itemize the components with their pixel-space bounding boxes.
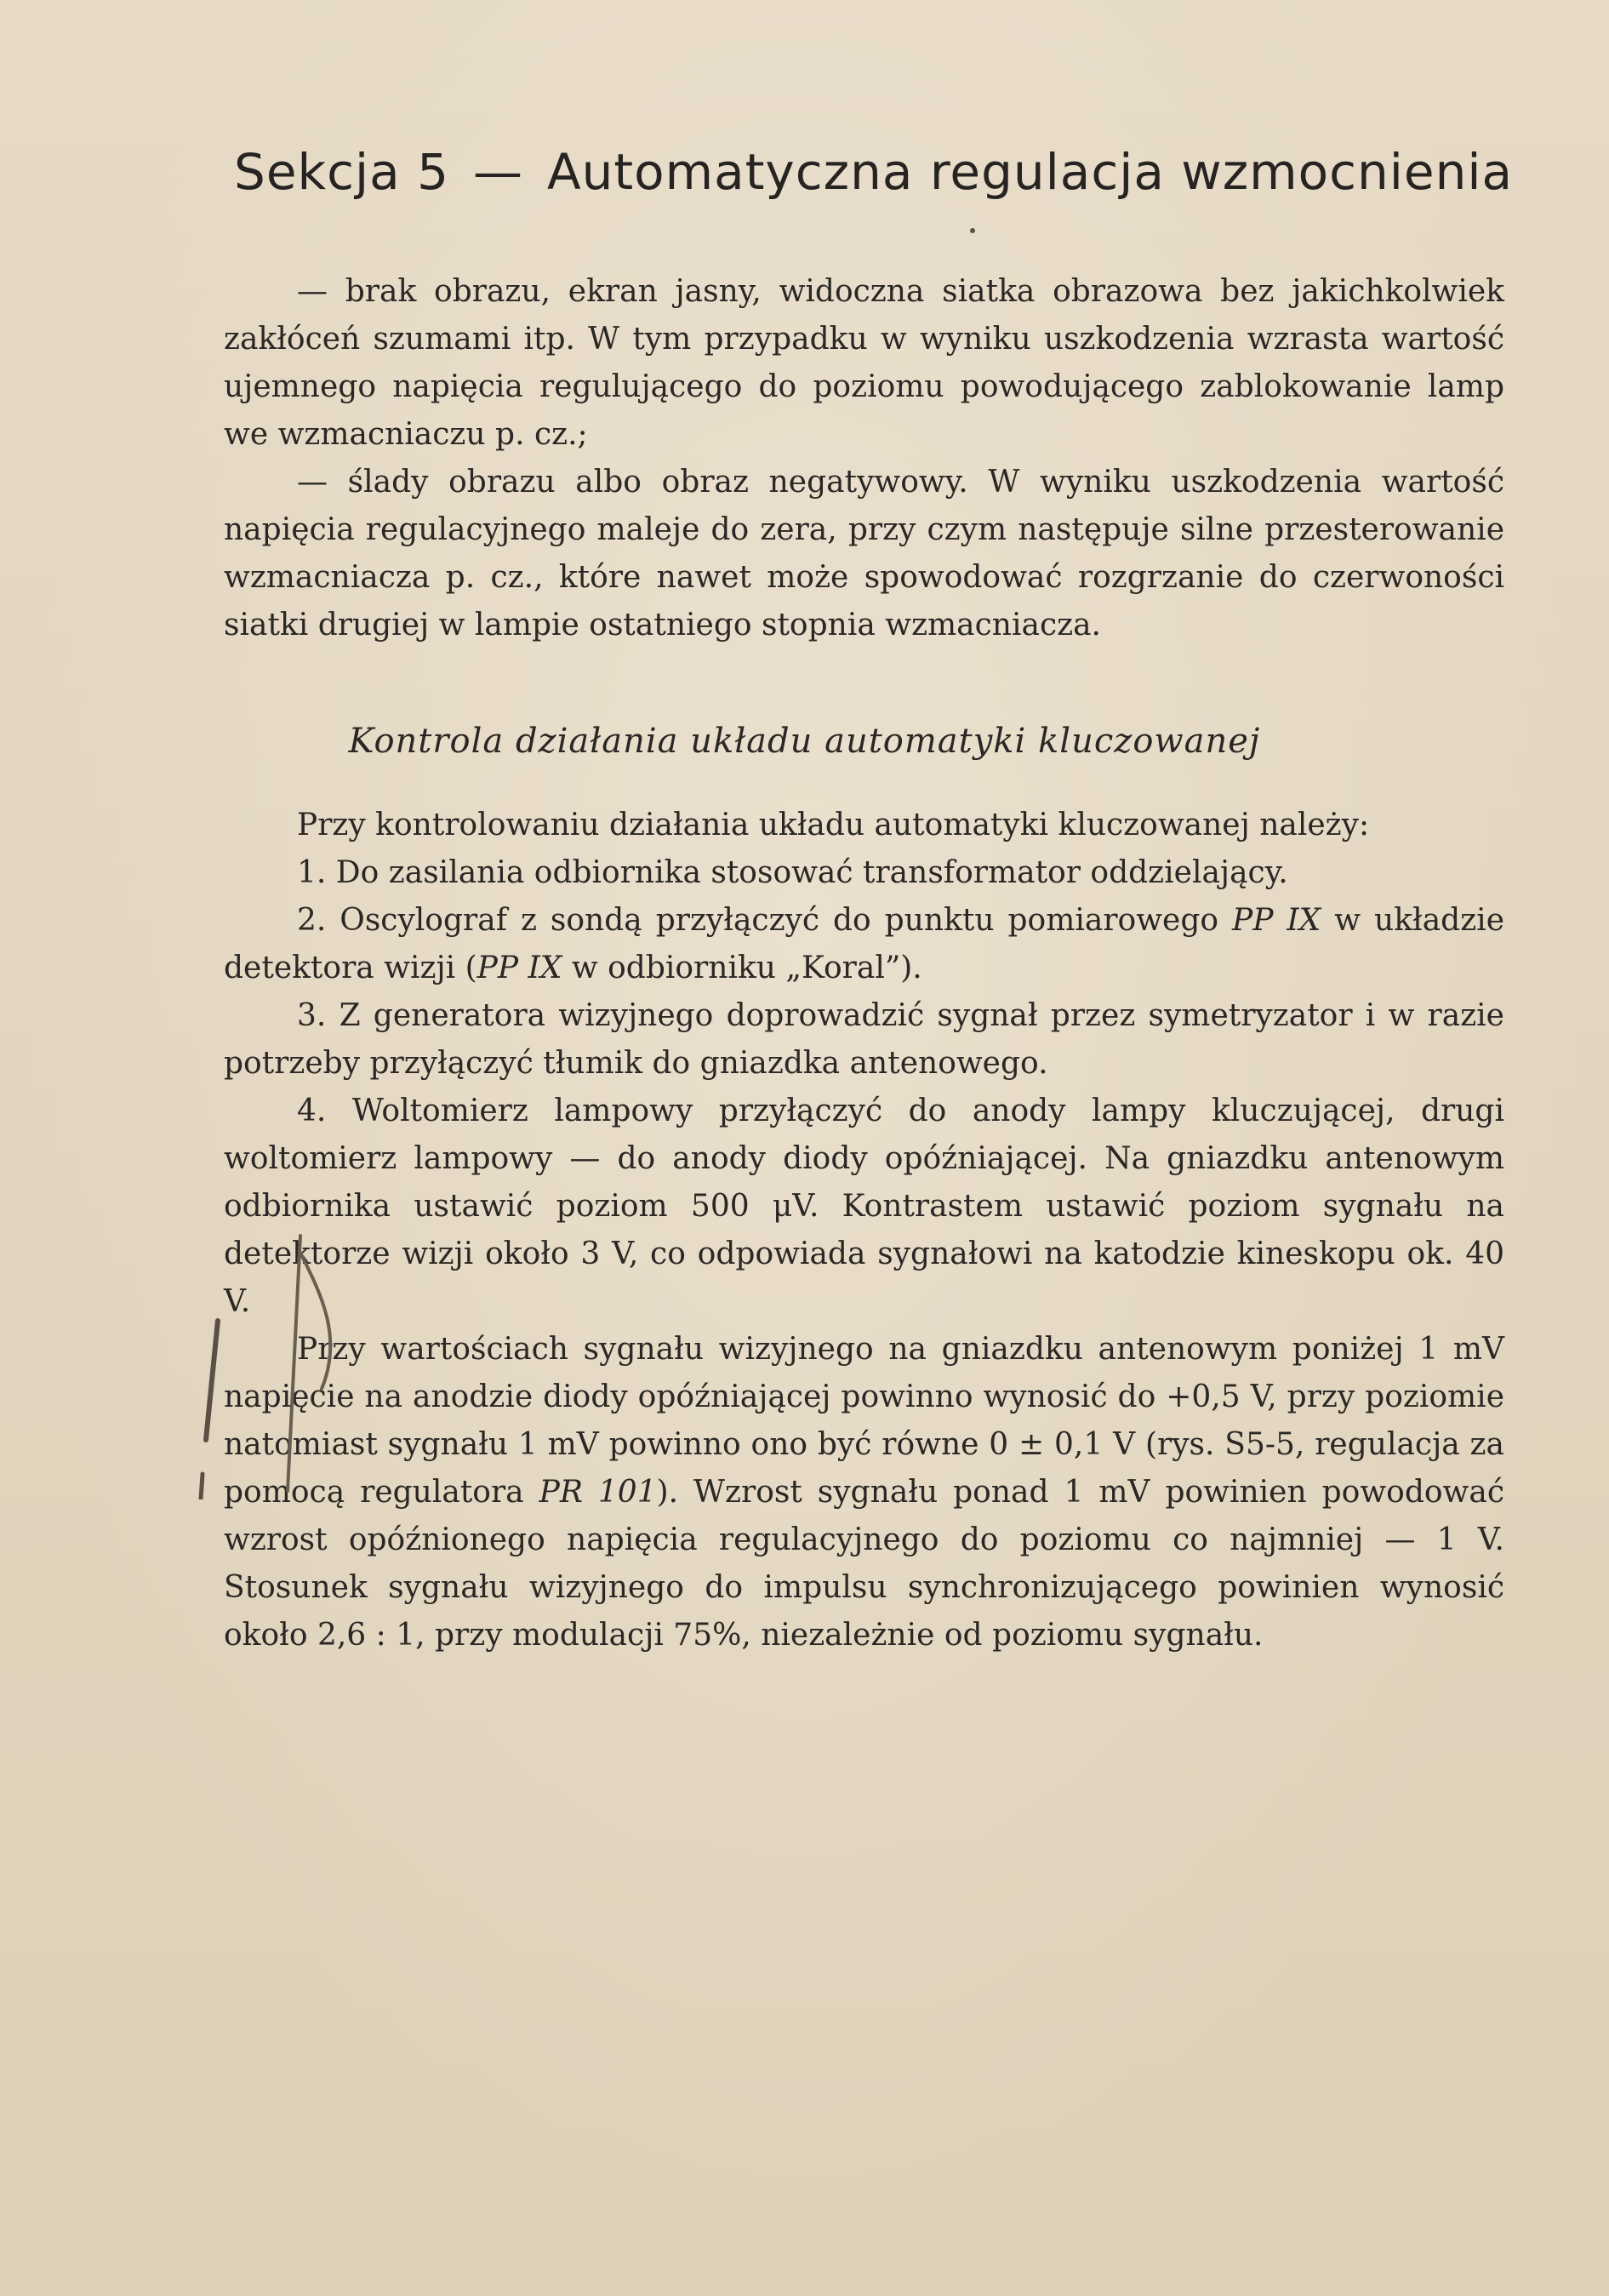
step-2-text-c: w odbiorniku „Koral”). [562, 951, 922, 985]
section-header [234, 143, 1514, 201]
step-4: 4. Woltomierz lampowy przyłączyć do anody lampy kluczującej, drugi woltomierz lampowy — do anody diody opóźniającej. Na gniazdku antenowym odbiornika ustawić poziom 500 μV. Kontrastem ustawić poziom sygnału na detektorze wizji około 3 V, co odpowiada sygnałowi na katodzie kineskopu ok. 40 V. [224, 1094, 1504, 1319]
section-number: Sekcja 5 [234, 143, 449, 201]
header-dash: — [472, 143, 523, 201]
fault-symptoms-block [224, 268, 1504, 649]
paragraph-no-picture: — brak obrazu, ekran jasny, widoczna siatka obrazowa bez jakichkolwiek zakłóceń szumami itp. W tym przypadku w wyniku uszkodzenia wzrasta wartość ujemnego napięcia regulującego do poziomu powodującego zablokowanie lamp we wzmacniaczu p. cz.; [224, 274, 1504, 452]
pencil-stroke-vertical [206, 1321, 218, 1440]
step-3: 3. Z generatora wizyjnego doprowadzić sygnał przez symetryzator i w razie potrzeby przyłączyć tłumik do gniazdka antenowego. [224, 998, 1504, 1081]
step-2-text-b: w układzie detektora wizji ( [224, 903, 1504, 985]
step-2-measure-point-2: PP IX [476, 951, 562, 985]
step-2-measure-point: PP IX [1232, 903, 1321, 938]
result-paragraph [224, 1326, 1504, 1659]
paragraph-picture-traces: — ślady obrazu albo obraz negatywowy. W wyniku uszkodzenia wartość napięcia regulacyjnego maleje do zera, przy czym następuje silne przesterowanie wzmacniacza p. cz., które nawet może spowodować rozgrzanie do czerwoności siatki drugiej w lampie ostatniego stopnia wzmacniacza. [224, 465, 1504, 643]
section-title: Automatyczna regulacja wzmocnienia [546, 143, 1514, 201]
result-text-b: ). Wzrost sygnału ponad 1 mV powinien powodować wzrost opóźnionego napięcia regulacyjnego do poziomu co najmniej — 1 V. Stosunek sygnału wizyjnego do impulsu synchronizującego powinien wynosić około 2,6 : 1, przy modulacji 75%, niezależnie od poziomu sygnału. [224, 1475, 1504, 1653]
step-2 [224, 897, 1504, 992]
regulator-label: PR 101 [539, 1475, 657, 1510]
subsection-heading: Kontrola działania układu automatyki kluczowanej [348, 722, 1261, 761]
print-speck [970, 228, 975, 233]
step-2-text-a: 2. Oscylograf z sondą przyłączyć do punktu pomiarowego [297, 903, 1233, 938]
pencil-stroke-short [201, 1474, 203, 1499]
result-text-a: Przy wartościach sygnału wizyjnego na gniazdku antenowym poniżej 1 mV napięcie na anodzie diody opóźniającej powinno wynosić do +0,5 V, przy poziomie natomiast sygnału 1 mV powinno ono być równe 0 ± 0,1 V (rys. S5-5, regulacja za pomocą regulatora [224, 1332, 1504, 1510]
agc-check-block [224, 802, 1504, 1659]
step-1: 1. Do zasilania odbiornika stosować transformator oddzielający. [297, 855, 1288, 890]
intro-paragraph: Przy kontrolowaniu działania układu automatyki kluczowanej należy: [297, 808, 1370, 842]
